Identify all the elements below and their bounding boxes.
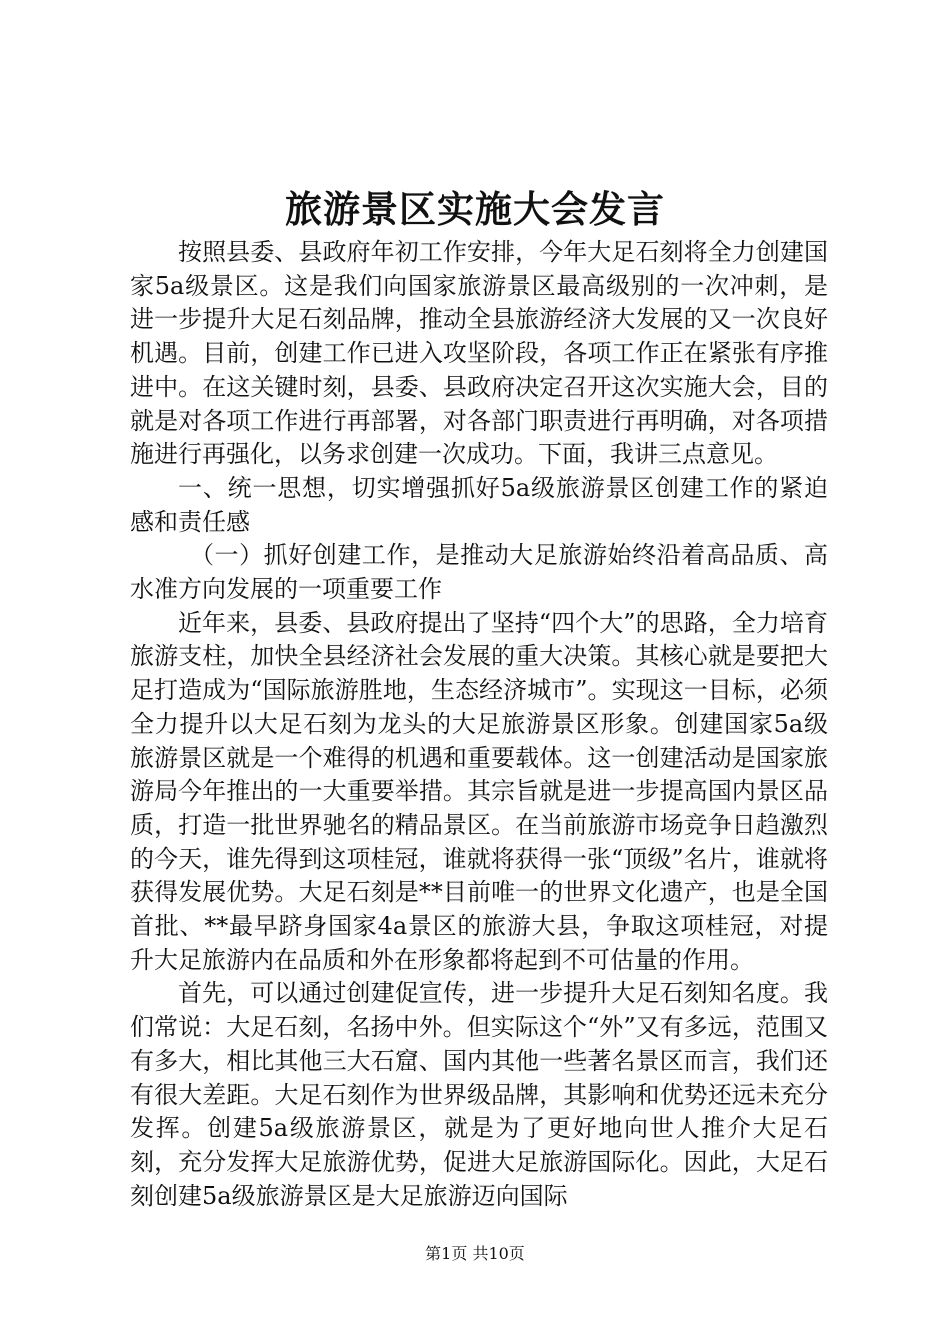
document-title: 旅游景区实施大会发言 bbox=[285, 187, 665, 231]
paragraph-background: 近年来，县委、县政府提出了坚持“四个大”的思路，全力培育旅游支柱，加快全县经济社会发展的重大决策。其核心就是要把大足打造成为“国际旅游胜地，生态经济城市”。实现这一目标，必须全力提升以大足石刻为龙头的大足旅游景区形象。创建国家5a级旅游景区就是一个难得的机遇和重要载体。这一创建活动是国家旅游局今年推出的一大重要举措。其宗旨就是进一步提高国内景区品质，打造一批世界驰名的精品景区。在当前旅游市场竞争日趋激烈的今天，谁先得到这项桂冠，谁就将获得一张“顶级”名片，谁就将获得发展优势。大足石刻是**目前唯一的世界文化遗产，也是全国首批、**最早跻身国家4a景区的旅游大县，争取这项桂冠，对提升大足旅游内在品质和外在形象都将起到不可估量的作用。 bbox=[130, 608, 828, 974]
paragraph-first-point: 首先，可以通过创建促宣传，进一步提升大足石刻知名度。我们常说：大足石刻，名扬中外。但实际这个“外”又有多远，范围又有多大，相比其他三大石窟、国内其他一些著名景区而言，我们还有很大差距。大足石刻作为世界级品牌，其影响和优势还远未充分发挥。创建5a级旅游景区，就是为了更好地向世人推介大足石刻，充分发挥大足旅游优势，促进大足旅游国际化。因此，大足石刻创建5a级旅游景区是大足旅游迈向国际 bbox=[130, 979, 828, 1210]
paragraph-intro: 按照县委、县政府年初工作安排，今年大足石刻将全力创建国家5a级景区。这是我们向国家旅游景区最高级别的一次冲刺，是进一步提升大足石刻品牌，推动全县旅游经济大发展的又一次良好机遇。目前，创建工作已进入攻坚阶段，各项工作正在紧张有序推进中。在这关键时刻，县委、县政府决定召开这次实施大会，目的就是对各项工作进行再部署，对各部门职责进行再明确，对各项措施进行再强化，以务求创建一次成功。下面，我讲三点意见。 bbox=[130, 238, 828, 469]
subsection-heading-1: （一）抓好创建工作，是推动大足旅游始终沿着高品质、高水准方向发展的一项重要工作 bbox=[130, 541, 828, 604]
section-heading-1: 一、统一思想，切实增强抓好5a级旅游景区创建工作的紧迫感和责任感 bbox=[130, 473, 828, 536]
document-body bbox=[130, 236, 828, 1213]
page-number-footer: 第1页 共10页 bbox=[425, 1244, 525, 1263]
